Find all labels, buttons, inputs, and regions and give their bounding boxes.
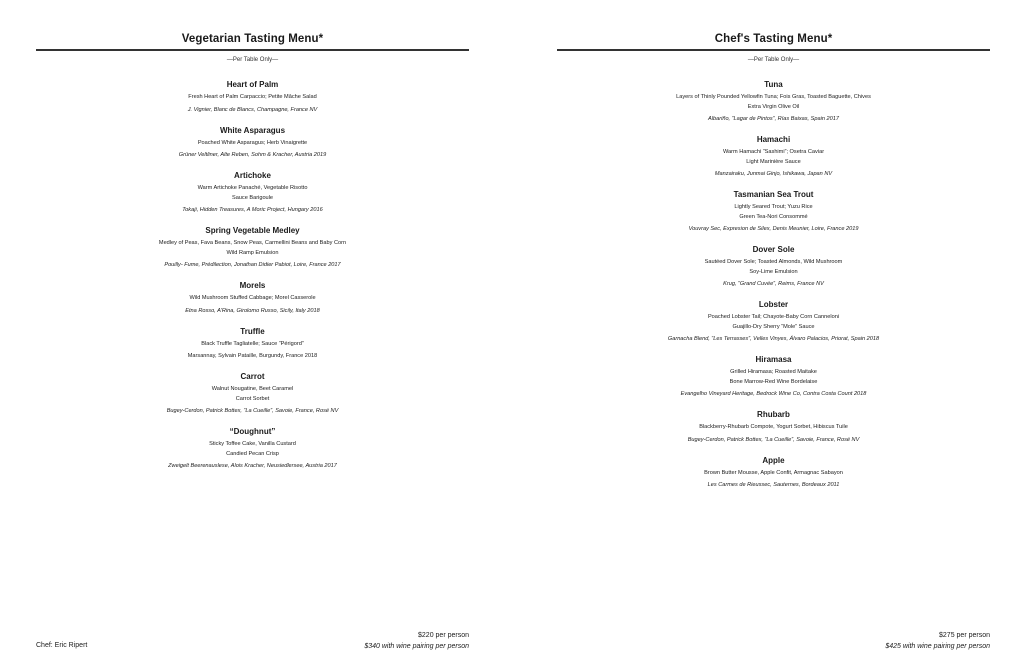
course-description: Sticky Toffee Cake, Vanilla Custard (209, 441, 296, 447)
course-description: Poached White Asparagus; Herb Vinaigrette (197, 139, 308, 146)
course-name: Truffle (240, 326, 265, 336)
price-block (364, 630, 469, 652)
course-name: “Doughnut” (229, 427, 276, 436)
course-description: Medley of Peas, Fava Beans, Snow Peas, Carmellini Beans and Baby Corn (158, 240, 347, 246)
course-description: Brown Butter Mousse, Apple Confit, Armagnac Sabayon (704, 469, 843, 476)
wine-pairing: Tokaji, Hidden Treasures, A Moric Project, Hungary 2016 (182, 207, 323, 213)
wine-pairing: Garnacha Blend, “Les Terrasses”, Velles Vinyes, Álvaro Palacios, Priorat, Spain 2018 (667, 336, 880, 342)
course-name: Tuna (764, 80, 783, 89)
per-table-note: —Per Table Only— (226, 57, 279, 63)
course-description: Carrot Sorbet (235, 395, 270, 402)
course-item (557, 456, 990, 491)
course-description: Poached Lobster Tail; Chayote-Baby Corn Canneloni (707, 314, 840, 320)
menu-title: Vegetarian Tasting Menu* (36, 33, 469, 51)
course-item (36, 80, 469, 115)
course-name: Morels (239, 281, 266, 290)
course-name: Spring Vegetable Medley (205, 226, 300, 235)
course-item (36, 171, 469, 215)
course-item (557, 190, 990, 234)
course-list (36, 80, 469, 471)
course-description: Sauce Barigoule (231, 194, 274, 201)
course-item (557, 410, 990, 445)
course-list (557, 80, 990, 490)
course-item (36, 372, 469, 416)
wine-pairing: Bugey-Cerdon, Patrick Bottex, “La Cueille”, Savoie, France, Rosé NV (166, 408, 339, 414)
course-name: Artichoke (234, 171, 271, 180)
course-item (36, 327, 469, 362)
course-description: Sautéed Dover Sole; Toasted Almonds, Wild Mushroom (704, 259, 843, 265)
wine-pairing: Marsannay, Sylvain Pataille, Burgundy, France 2018 (187, 353, 318, 359)
course-description: Warm Hamachi “Sashimi”; Osetra Caviar (722, 149, 825, 155)
course-name: Tasmanian Sea Trout (733, 190, 814, 199)
course-description: Wild Mushroom Stuffed Cabbage; Morel Casserole (189, 295, 316, 301)
course-name: Hiramasa (755, 355, 792, 364)
wine-pairing: Vouvray Sec, Expresion de Silex, Denis Meunier, Loire, France 2019 (688, 226, 859, 232)
course-item (557, 135, 990, 179)
course-description: Warm Artichoke Panaché, Vegetable Risotto (197, 185, 308, 191)
wine-pairing: J. Vignier, Blanc de Blancs, Champagne, France NV (187, 106, 318, 113)
course-description: Candied Pecan Crisp (226, 450, 279, 457)
course-item (36, 281, 469, 316)
course-name: Dover Sole (752, 245, 795, 254)
course-item (557, 245, 990, 289)
course-item (36, 126, 469, 161)
course-description: Black Truffle Tagliatelle; Sauce “Périgord” (201, 340, 304, 347)
course-description: Blackberry-Rhubarb Compote, Yogurt Sorbet, Hibiscus Tuile (699, 424, 848, 430)
course-description: Wild Ramp Emulsion (226, 249, 279, 256)
course-description: Guajillo-Dry Sherry “Mole” Sauce (732, 323, 815, 330)
wine-pairing: Evangelho Vineyard Heritage, Bedrock Wine Co, Contra Costa Count 2018 (680, 391, 867, 397)
course-description: Fresh Heart of Palm Carpaccio; Petite Mâche Salad (188, 94, 317, 100)
vegetarian-menu-page (36, 0, 469, 660)
course-name: Carrot (240, 372, 265, 381)
course-description: Soy-Lime Emulsion (749, 268, 798, 275)
course-description: Lightly Seared Trout; Yuzu Rice (734, 204, 813, 210)
wine-pairing: Etna Rosso, A'Rina, Girolomo Russo, Sicily, Italy 2018 (185, 307, 320, 314)
price-block (885, 630, 990, 652)
wine-pairing-price: $340 with wine pairing per person (364, 643, 469, 650)
chef-credit: Chef: Eric Ripert (36, 642, 88, 649)
course-item (557, 300, 990, 344)
course-item (36, 226, 469, 270)
wine-pairing: Albariño, “Lagar de Pintos”, Rías Baixas, Spain 2017 (708, 116, 839, 122)
course-item (557, 80, 990, 124)
menu-title: Chef's Tasting Menu* (557, 33, 990, 51)
course-description: Light Marinière Sauce (746, 158, 801, 165)
course-description: Grilled Hiramasa; Roasted Maitake (730, 369, 817, 375)
course-description: Extra Virgin Olive Oil (747, 103, 800, 110)
course-item (36, 427, 469, 471)
wine-pairing-price: $425 with wine pairing per person (885, 643, 990, 650)
course-name: White Asparagus (219, 125, 286, 135)
wine-pairing: Pouilly- Fume, Prédilection, Jonathan Didier Pabiot, Loire, France 2017 (164, 262, 341, 268)
course-name: Hamachi (756, 135, 791, 144)
wine-pairing: Manzairaku, Junmai Ginjo, Ishikawa, Japan NV (714, 171, 833, 177)
wine-pairing: Grüner Veltliner, Alte Reben, Sohm & Kracher, Austria 2019 (178, 152, 327, 158)
course-name: Heart of Palm (226, 80, 279, 89)
wine-pairing: Krug, “Grand Cuvée”, Reims, France NV (723, 281, 824, 287)
course-item (557, 355, 990, 399)
per-table-note: —Per Table Only— (747, 57, 800, 63)
course-description: Bone Marrow-Red Wine Bordelaise (729, 378, 818, 385)
course-name: Rhubarb (757, 410, 790, 419)
course-name: Apple (762, 455, 785, 465)
wine-pairing: Bugey-Cerdon, Patrick Bottex, “La Cueille”, Savoie, France, Rosé NV (687, 436, 860, 443)
price-per-person: $275 per person (939, 632, 990, 639)
course-name: Lobster (758, 300, 789, 309)
price-per-person: $220 per person (418, 632, 469, 639)
course-description: Green Tea-Nori Consommé (739, 213, 808, 220)
wine-pairing: Les Carmes de Rieussec, Sauternes, Bordeaux 2011 (707, 482, 840, 488)
chef-menu-page (557, 0, 990, 660)
course-description: Walnut Nougatine, Beet Caramel (211, 386, 294, 392)
course-description: Layers of Thinly Pounded Yellowfin Tuna; Fois Gras, Toasted Baguette, Chives (676, 94, 871, 100)
wine-pairing: Zweigelt Beerenauslese, Alois Kracher, Neusiedlersee, Austria 2017 (168, 463, 337, 469)
